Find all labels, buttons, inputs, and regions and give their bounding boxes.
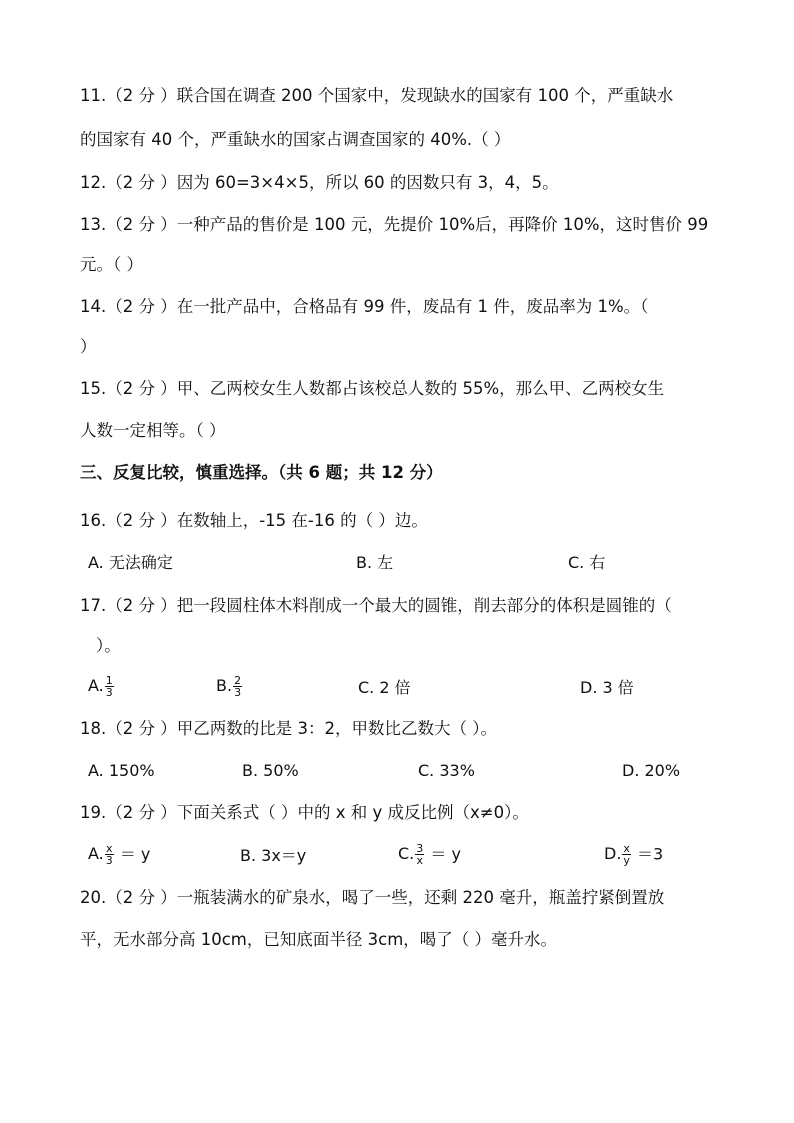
- question-11-line-2: 的国家有 40 个，严重缺水的国家占调查国家的 40%.（ ）: [80, 130, 511, 149]
- equation-rest: ＝ y: [119, 844, 151, 864]
- question-18-option-a: A. 150%: [88, 761, 155, 780]
- option-label: A.: [88, 844, 104, 863]
- question-17-option-d: D. 3 倍: [580, 678, 634, 697]
- question-17-option-a: [88, 674, 115, 698]
- question-18-option-d: D. 20%: [622, 761, 681, 780]
- fraction: [622, 843, 631, 866]
- question-20-line-2: 平，无水部分高 10cm，已知底面半径 3cm，喝了（ ）毫升水。: [80, 930, 558, 949]
- question-20-line-1: 20.（2 分 ）一瓶装满水的矿泉水，喝了一些，还剩 220 毫升，瓶盖拧紧倒置放: [80, 888, 665, 907]
- question-16-stem: 16.（2 分 ）在数轴上，-15 在-16 的（ ）边。: [80, 511, 428, 530]
- denominator: 3: [234, 686, 242, 699]
- numerator: x: [623, 842, 630, 855]
- question-18-option-c: C. 33%: [418, 761, 475, 780]
- question-17-stem: 17.（2 分 ）把一段圆柱体木料削成一个最大的圆锥，削去部分的体积是圆锥的（: [80, 596, 672, 615]
- option-label: B.: [216, 676, 233, 695]
- section-3-heading: 三、反复比较，慎重选择。（共 6 题；共 12 分）: [80, 463, 443, 482]
- question-19-option-d: [604, 842, 663, 867]
- question-19-option-a: [88, 842, 150, 867]
- question-13-line-2: 元。（ ）: [80, 255, 143, 274]
- question-16-option-b: B. 左: [356, 553, 394, 572]
- denominator: 3: [105, 686, 113, 699]
- question-16-option-c: C. 右: [568, 553, 606, 572]
- question-17-option-c: C. 2 倍: [358, 678, 411, 697]
- fraction: [233, 675, 242, 698]
- numerator: 3: [416, 842, 424, 855]
- fraction: [415, 843, 424, 866]
- equation-rest: ＝ y: [430, 844, 461, 864]
- numerator: 1: [105, 674, 113, 687]
- question-12-line-1: 12.（2 分 ）因为 60=3×4×5，所以 60 的因数只有 3，4，5。: [80, 173, 559, 192]
- fraction: [105, 843, 114, 866]
- question-16-option-a: A. 无法确定: [88, 553, 173, 572]
- question-19-option-c: [398, 842, 461, 867]
- equation-rest: ＝3: [637, 844, 664, 864]
- question-15-line-1: 15.（2 分 ）甲、乙两校女生人数都占该校总人数的 55%，那么甲、乙两校女生: [80, 379, 665, 398]
- question-17-stem-2: ）。: [96, 636, 121, 655]
- option-label: D.: [604, 844, 622, 863]
- option-label: C.: [398, 844, 415, 863]
- numerator: 2: [234, 674, 242, 687]
- question-19-option-b: B. 3x＝y: [240, 846, 307, 865]
- question-13-line-1: 13.（2 分 ）一种产品的售价是 100 元，先提价 10%后，再降价 10%，这时售价 99: [80, 215, 709, 234]
- question-15-line-2: 人数一定相等。（ ）: [80, 421, 226, 440]
- denominator: 3: [105, 854, 113, 867]
- numerator: x: [105, 842, 113, 855]
- question-11-line-1: 11.（2 分 ）联合国在调查 200 个国家中，发现缺水的国家有 100 个，严重缺水: [80, 86, 674, 105]
- denominator: x: [416, 854, 424, 867]
- question-14-line-2: ）: [80, 337, 97, 356]
- denominator: y: [623, 854, 630, 867]
- question-14-line-1: 14.（2 分 ）在一批产品中，合格品有 99 件，废品有 1 件，废品率为 1%。（: [80, 297, 649, 316]
- fraction: [105, 675, 114, 698]
- question-18-stem: 18.（2 分 ）甲乙两数的比是 3：2，甲数比乙数大（ ）。: [80, 719, 497, 738]
- question-18-option-b: B. 50%: [242, 761, 299, 780]
- question-17-option-b: [216, 674, 243, 698]
- option-label: A.: [88, 676, 104, 695]
- question-19-stem: 19.（2 分 ）下面关系式（ ）中的 x 和 y 成反比例（x≠0）。: [80, 803, 529, 822]
